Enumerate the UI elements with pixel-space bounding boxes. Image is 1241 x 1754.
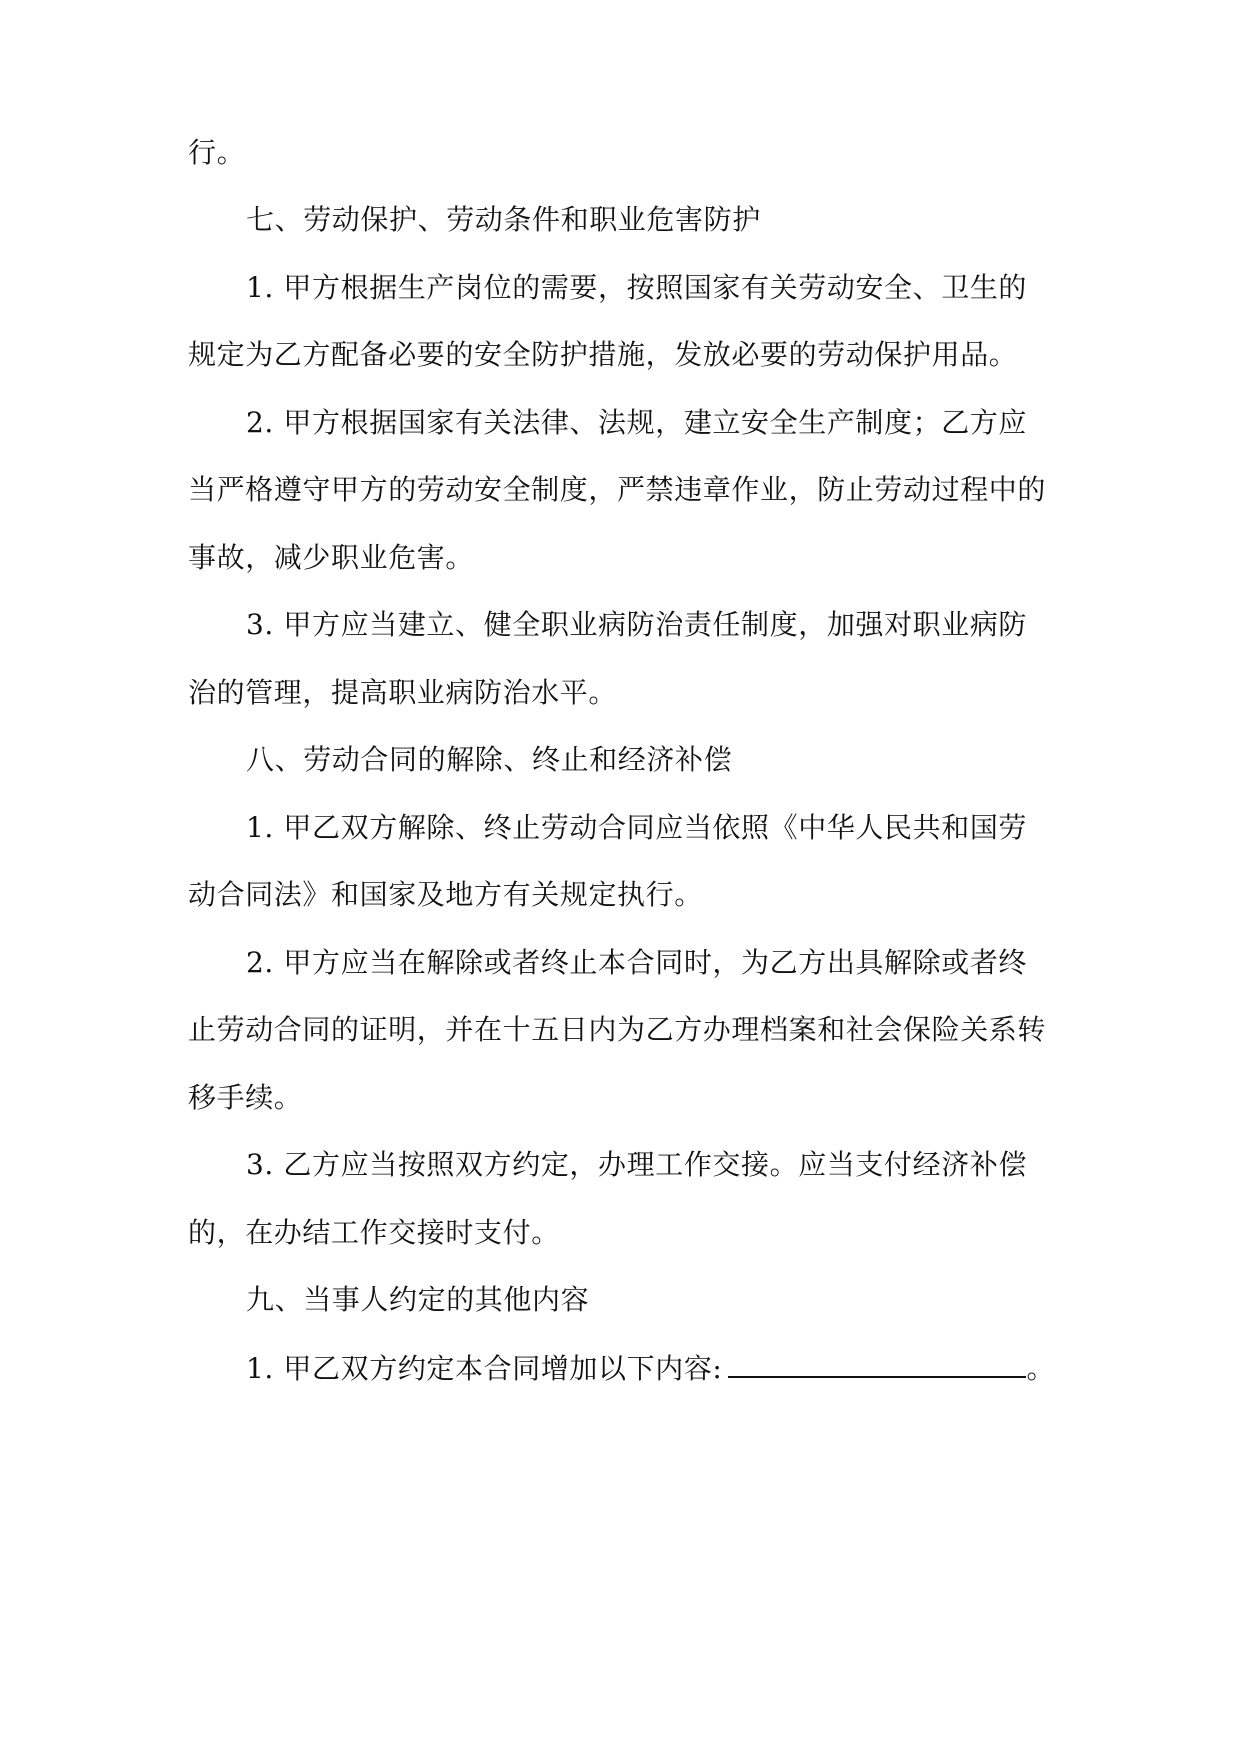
paragraph-line: 治的管理，提高职业病防治水平。 — [188, 676, 618, 709]
paragraph-line: 当严格遵守甲方的劳动安全制度，严禁违章作业，防止劳动过程中的 — [188, 473, 1047, 506]
paragraph-line: 2. 甲方应当在解除或者终止本合同时，为乙方出具解除或者终 — [246, 946, 1028, 979]
paragraph-line: 止劳动合同的证明，并在十五日内为乙方办理档案和社会保险关系转 — [188, 1013, 1047, 1046]
section-heading-9: 九、当事人约定的其他内容 — [246, 1283, 590, 1316]
paragraph-line: 3. 甲方应当建立、健全职业病防治责任制度，加强对职业病防 — [246, 608, 1028, 641]
paragraph-line: 2. 甲方根据国家有关法律、法规，建立安全生产制度；乙方应 — [246, 406, 1028, 439]
paragraph-line: 动合同法》和国家及地方有关规定执行。 — [188, 878, 703, 911]
paragraph-line: 3. 乙方应当按照双方约定，办理工作交接。应当支付经济补偿 — [246, 1148, 1028, 1181]
paragraph-line: 1. 甲方根据生产岗位的需要，按照国家有关劳动安全、卫生的 — [246, 271, 1028, 304]
paragraph-line: 的，在办结工作交接时支付。 — [188, 1216, 560, 1249]
paragraph-line: 规定为乙方配备必要的安全防护措施，发放必要的劳动保护用品。 — [188, 338, 1018, 371]
paragraph-text: 1. 甲乙双方约定本合同增加以下内容: — [246, 1352, 723, 1385]
fill-in-blank[interactable] — [728, 1348, 1026, 1378]
paragraph-line: 事故，减少职业危害。 — [188, 541, 475, 574]
section-heading-7: 七、劳动保护、劳动条件和职业危害防护 — [246, 203, 761, 236]
paragraph-line: 行。 — [188, 136, 246, 169]
paragraph-end-mark: 。 — [1026, 1352, 1056, 1385]
paragraph-line: 移手续。 — [188, 1081, 303, 1114]
document-page — [188, 0, 1068, 1754]
paragraph-line-with-blank — [246, 1348, 1055, 1389]
section-heading-8: 八、劳动合同的解除、终止和经济补偿 — [246, 743, 733, 776]
paragraph-line: 1. 甲乙双方解除、终止劳动合同应当依照《中华人民共和国劳 — [246, 811, 1028, 844]
